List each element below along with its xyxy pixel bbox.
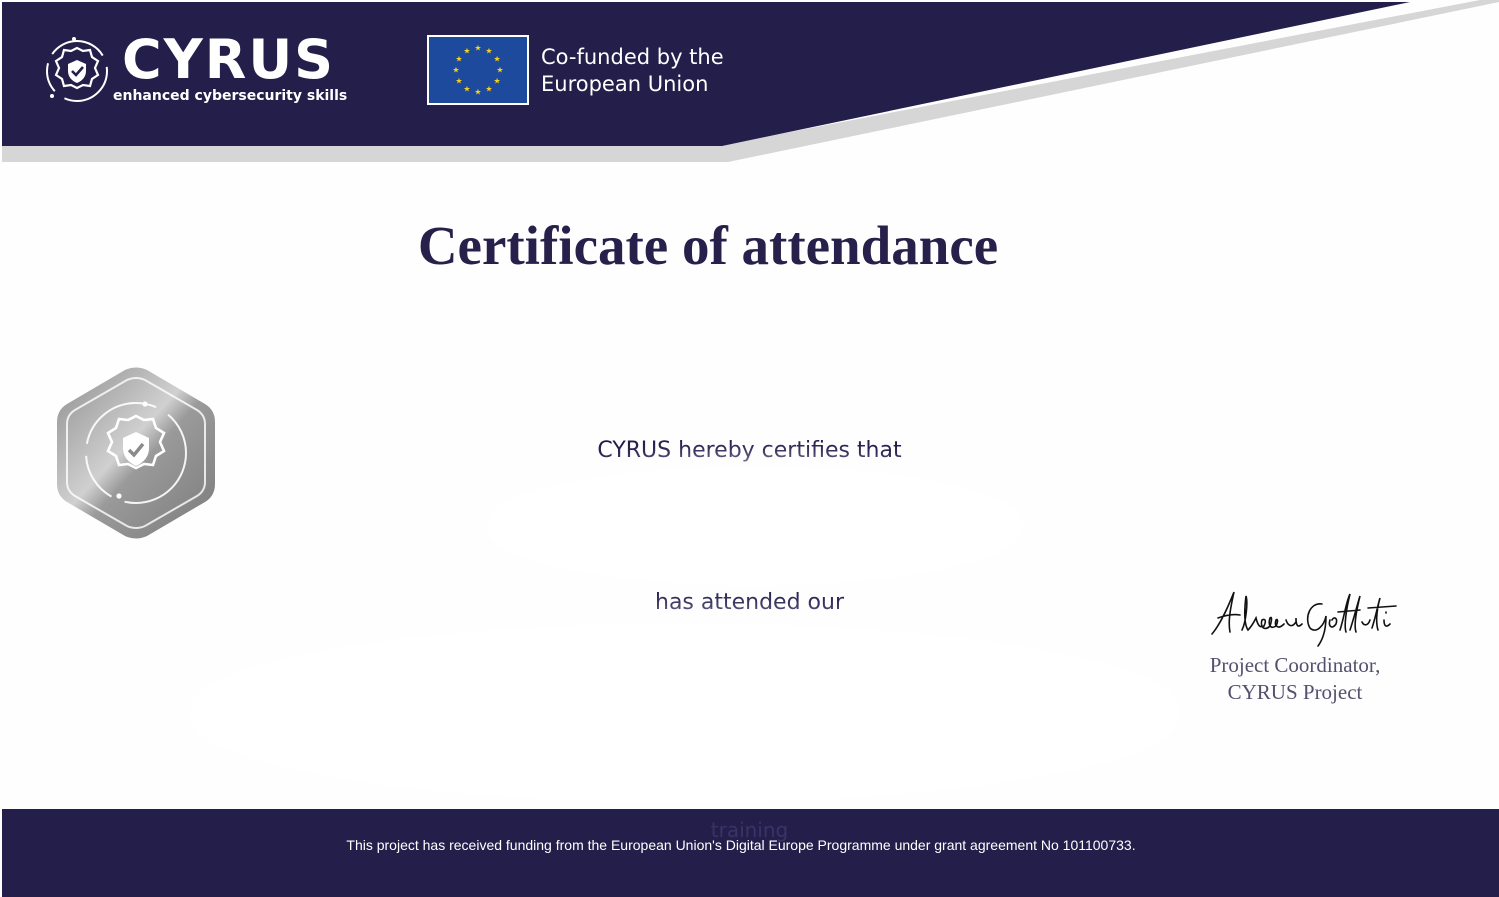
signature-image <box>1200 582 1400 652</box>
eu-line-1: Co-funded by the <box>541 45 724 69</box>
eu-star-icon: ★ <box>452 65 460 75</box>
eu-star-icon: ★ <box>455 54 463 64</box>
eu-star-icon: ★ <box>463 84 471 94</box>
gear-shield-icon <box>44 36 110 106</box>
eu-star-icon: ★ <box>485 84 493 94</box>
recipient-name-redacted <box>500 486 1010 566</box>
eu-star-icon: ★ <box>474 43 482 53</box>
brand-tagline: enhanced cybersecurity skills <box>113 88 348 104</box>
eu-star-icon: ★ <box>493 54 501 64</box>
certificate-title: Certificate of attendance <box>417 215 999 276</box>
funding-disclaimer: This project has received funding from the European Union's Digital Europe Programme under grant agreement No 101100733. <box>346 837 1136 853</box>
brand-name: CYRUS <box>122 28 336 91</box>
eu-star-icon: ★ <box>485 46 493 56</box>
course-name-redacted <box>205 648 1165 778</box>
eu-star-icon: ★ <box>463 46 471 56</box>
eu-line-2: European Union <box>541 72 709 96</box>
eu-cofunded-label <box>541 44 724 98</box>
eu-star-icon: ★ <box>493 76 501 86</box>
training-text: training <box>710 818 789 842</box>
attended-text: has attended our <box>655 590 844 615</box>
eu-star-icon: ★ <box>474 87 482 97</box>
eu-star-icon: ★ <box>496 65 504 75</box>
signature-role-line-1: Project Coordinator, <box>1209 653 1381 677</box>
eu-flag-icon <box>427 35 529 105</box>
signature-role <box>1180 652 1410 706</box>
certifies-text: CYRUS hereby certifies that <box>597 438 902 463</box>
eu-star-icon: ★ <box>455 76 463 86</box>
signature-role-line-2: CYRUS Project <box>1227 680 1363 704</box>
cyrus-logo <box>44 28 348 110</box>
